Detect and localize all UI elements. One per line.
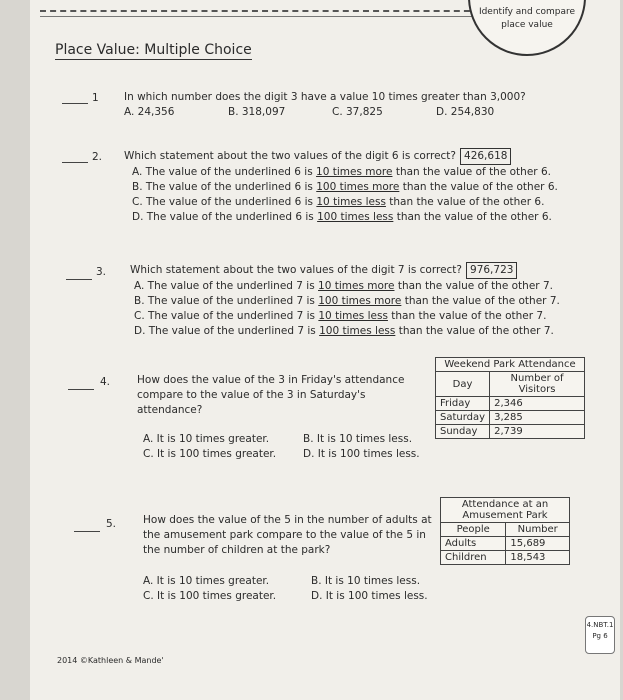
q4-option-c: C. It is 100 times greater. [143, 448, 277, 460]
q2-option-c: C. The value of the underlined 6 is 10 times less than the value of the other 6. [132, 196, 545, 208]
table-header: People [441, 523, 506, 537]
table-row: Children 18,543 [441, 551, 570, 565]
top-divider-thin [40, 16, 480, 17]
q2-option-a: A. The value of the underlined 6 is 10 times more than the value of the other 6. [132, 166, 551, 178]
answer-blank-5[interactable] [74, 531, 100, 532]
question-3-text: Which statement about the two values of the digit 7 is correct? [130, 264, 463, 276]
question-3-stem [130, 262, 590, 279]
q3-option-a: A. The value of the underlined 7 is 10 times more than the value of the other 7. [134, 280, 553, 292]
table-row: Friday 2,346 [436, 397, 585, 411]
standard-code: 4.NBT.1 [586, 621, 614, 629]
question-3 [130, 262, 590, 339]
q3-option-b: B. The value of the underlined 7 is 100 times more than the value of the other 7. [134, 295, 560, 307]
q1-option-b: B. 318,097 [228, 106, 286, 118]
q5-option-b: B. It is 10 times less. [311, 575, 421, 587]
question-1-text: In which number does the digit 3 have a value 10 times greater than 3,000? [124, 91, 526, 103]
table-row: Adults 15,689 [441, 537, 570, 551]
question-5-text: How does the value of the 5 in the number of adults at the amusement park compare to the value of the 5 in the number of children at the park? [143, 514, 432, 556]
table-title: Weekend Park Attendance [436, 358, 585, 372]
q3-option-c: C. The value of the underlined 7 is 10 times less than the value of the other 7. [134, 310, 547, 322]
q1-option-d: D. 254,830 [436, 106, 495, 118]
standard-tag [585, 616, 615, 654]
table-header: Day [436, 372, 490, 397]
answer-blank-1[interactable] [62, 103, 88, 104]
q1-option-c: C. 37,825 [332, 106, 383, 118]
table-title: Attendance at an Amusement Park [441, 498, 570, 523]
q1-option-a: A. 24,356 [124, 106, 175, 118]
question-number-4: 4. [100, 376, 111, 388]
question-number-2: 2. [92, 151, 103, 163]
question-1-options [124, 105, 584, 120]
question-4-text: How does the value of the 3 in Friday's attendance compare to the value of the 3 in Saturday's attendance? [137, 374, 405, 416]
q2-option-d: D. The value of the underlined 6 is 100 times less than the value of the other 6. [132, 211, 552, 223]
question-1 [124, 90, 584, 120]
answer-blank-4[interactable] [68, 389, 94, 390]
q3-option-d: D. The value of the underlined 7 is 100 times less than the value of the other 7. [134, 325, 554, 337]
question-number-5: 5. [106, 518, 117, 530]
question-2-number-box: 426,618 [460, 148, 511, 165]
q5-option-c: C. It is 100 times greater. [143, 590, 277, 602]
answer-blank-3[interactable] [66, 279, 92, 280]
table-row: Sunday 2,739 [436, 425, 585, 439]
question-2-text: Which statement about the two values of the digit 6 is correct? [124, 150, 457, 162]
q4-option-a: A. It is 10 times greater. [143, 433, 270, 445]
question-2 [124, 148, 594, 225]
top-divider [40, 10, 480, 12]
page-number: Pg 6 [592, 632, 608, 640]
amusement-park-table [440, 497, 570, 565]
q4-option-b: B. It is 10 times less. [303, 433, 413, 445]
question-number-1: 1 [92, 92, 99, 104]
copyright-footer: 2014 ©Kathleen & Mande' [57, 656, 164, 665]
question-5-options [143, 574, 453, 604]
q2-option-b: B. The value of the underlined 6 is 100 times more than the value of the other 6. [132, 181, 558, 193]
topic-badge: Identify and compare place value [468, 0, 586, 56]
question-4-options [143, 432, 443, 462]
table-header: Number [506, 523, 570, 537]
page-title: Place Value: Multiple Choice [55, 42, 252, 58]
question-number-3: 3. [96, 266, 107, 278]
q5-option-a: A. It is 10 times greater. [143, 575, 270, 587]
weekend-attendance-table [435, 357, 585, 439]
question-2-stem [124, 148, 594, 165]
q4-option-d: D. It is 100 times less. [303, 448, 420, 460]
table-row: Saturday 3,285 [436, 411, 585, 425]
table-header: Number of Visitors [490, 372, 585, 397]
answer-blank-2[interactable] [62, 162, 88, 163]
question-3-number-box: 976,723 [466, 262, 517, 279]
q5-option-d: D. It is 100 times less. [311, 590, 428, 602]
